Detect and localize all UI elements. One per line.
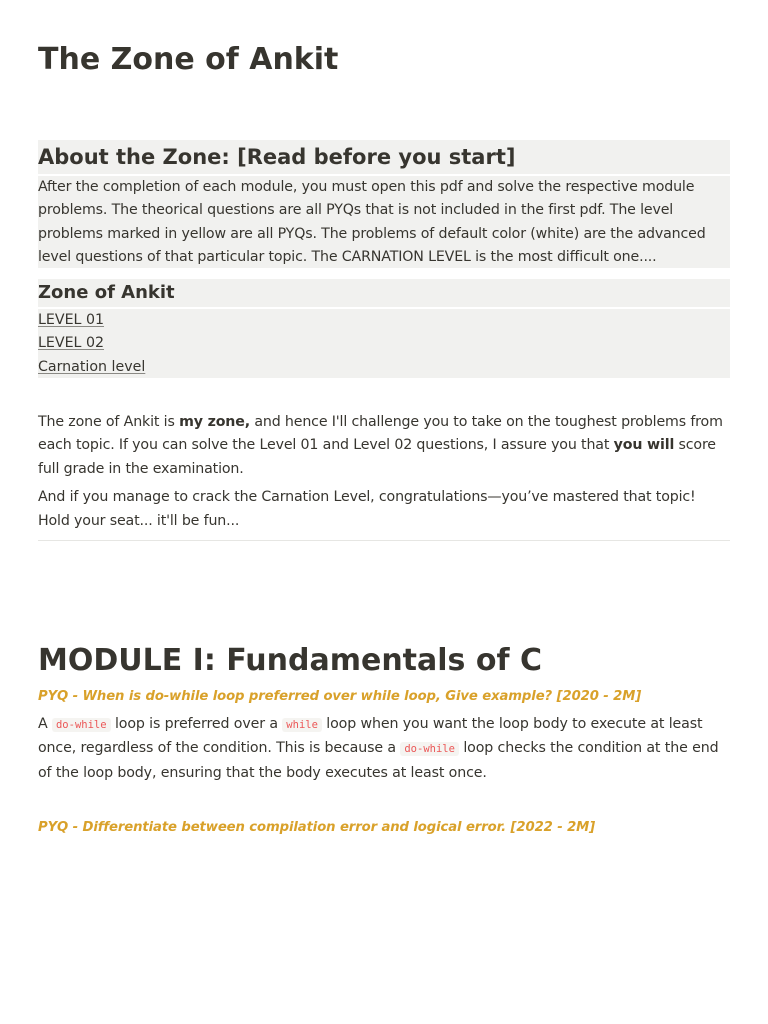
intro-paragraph-2: And if you manage to crack the Carnation Level, congratulations—you’ve mastered that topic! Hold your seat... it'll be fun... [38, 489, 696, 529]
answer-paragraph [38, 713, 730, 785]
intro-bold-my-zone: my zone, [179, 414, 250, 430]
intro-text-c: score full grade in the examination. [38, 437, 716, 477]
intro-paragraph-1 [38, 411, 730, 481]
inline-code-while: while [282, 718, 322, 732]
about-body: After the completion of each module, you must open this pdf and solve the respective module problems. The theorical questions are all PYQs that is not included in the first pdf. The level problems marked in yellow are all PYQs. The problems of default color (white) are the advanced level questions of that particular topic. The CARNATION LEVEL is the most difficult one.... [38, 176, 730, 268]
about-heading: About the Zone: [Read before you start] [38, 140, 730, 174]
intro-text-b: and hence I'll challenge you to take on the toughest problems from each topic. If you can solve the Level 01 and Level 02 questions, I assure you that [38, 414, 723, 454]
intro-text-a: The zone of Ankit is [38, 414, 180, 430]
answer-text-2: loop is preferred over a [110, 716, 283, 732]
inline-code-do-while-2: do-while [400, 742, 459, 756]
answer-text-1: A [38, 716, 52, 732]
page-title: The Zone of Ankit [38, 42, 339, 77]
link-level-02[interactable]: LEVEL 02 [38, 335, 105, 352]
pyq-question-1: PYQ - When is do-while loop preferred over while loop, Give example? [2020 - 2M] [38, 689, 642, 704]
zone-heading: Zone of Ankit [38, 279, 730, 307]
intro-bold-you-will: you will [613, 437, 675, 454]
intro-text [38, 411, 730, 538]
link-level-01[interactable]: LEVEL 01 [38, 312, 105, 328]
zone-links [38, 309, 730, 378]
link-carnation-level[interactable]: Carnation level [38, 358, 146, 375]
module-heading: MODULE I: Fundamentals of C [38, 643, 542, 678]
pyq-question-2: PYQ - Differentiate between compilation error and logical error. [2022 - 2M] [38, 820, 596, 835]
answer-text-3: loop when you want the loop body to execute at least once, regardless of the condition. This is because a [38, 716, 703, 757]
inline-code-do-while: do-while [52, 718, 111, 732]
answer-text-4: loop checks the condition at the end of the loop body, ensuring that the body executes at least once. [38, 740, 719, 781]
divider [38, 540, 730, 541]
